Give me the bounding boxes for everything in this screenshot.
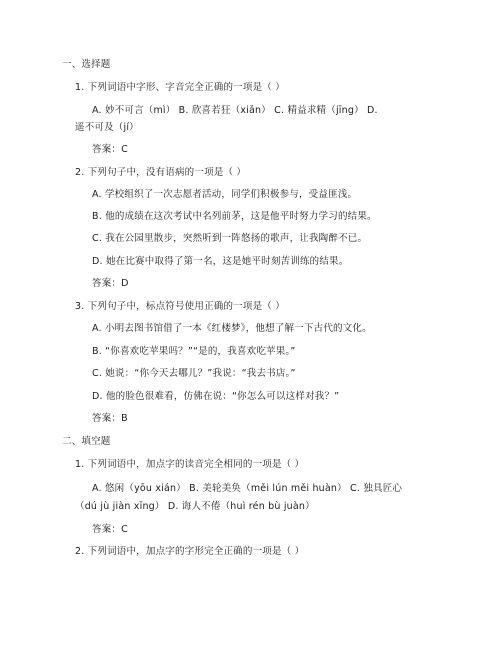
- question-2-option-d: D. 她在比赛中取得了第一名，这是她平时刻苦训练的结果。: [92, 256, 349, 267]
- question-1-options-cont: 遥不可及（jí）: [75, 122, 139, 133]
- fill-question-1-stem: 1. 下列词语中，加点字的读音完全相同的一项是（ ）: [75, 459, 305, 470]
- question-1-stem: 1. 下列词语中字形、字音完全正确的一项是（ ）: [75, 82, 285, 93]
- question-2-answer: 答案：D: [92, 278, 129, 289]
- question-1-options: A. 妙不可言（mì） B. 欣喜若狂（xiǎn） C. 精益求精（jīng） D.: [92, 105, 378, 116]
- fill-question-1-options: A. 悠闲（yōu xián） B. 美轮美奂（měi lún měi huàn） C. 独具匠心: [92, 483, 403, 494]
- question-2-option-c: C. 我在公园里散步，突然听到一阵悠扬的歌声，让我陶醉不已。: [92, 233, 368, 244]
- fill-question-2-stem: 2. 下列词语中，加点字的字形完全正确的一项是（ ）: [75, 546, 305, 557]
- section-heading-choice: 一、选择题: [62, 59, 111, 70]
- question-2-option-b: B. 他的成绩在这次考试中名列前茅，这是他平时努力学习的结果。: [92, 211, 377, 222]
- question-3-option-b: B. “你喜欢吃苹果吗？”“是的，我喜欢吃苹果。”: [92, 346, 296, 357]
- question-3-answer: 答案：B: [92, 413, 128, 424]
- question-3-option-c: C. 她说：“你今天去哪儿？”我说：“我去书店。”: [92, 368, 296, 379]
- question-1-answer: 答案：C: [92, 144, 128, 155]
- fill-question-1-answer: 答案：C: [92, 524, 128, 535]
- section-heading-fill: 二、填空题: [62, 436, 111, 447]
- question-3-option-d: D. 他的脸色很难看，仿佛在说：“你怎么可以这样对我？”: [92, 391, 340, 402]
- question-2-option-a: A. 学校组织了一次志愿者活动，同学们积极参与，受益匪浅。: [92, 189, 358, 200]
- question-2-stem: 2. 下列句子中，没有语病的一项是（ ）: [75, 167, 247, 178]
- question-3-option-a: A. 小明去图书馆借了一本《红楼梦》，他想了解一下古代的文化。: [92, 323, 372, 334]
- question-3-stem: 3. 下列句子中，标点符号使用正确的一项是（ ）: [75, 301, 285, 312]
- fill-question-1-options-cont: （dú jù jiàn xīng） D. 诲人不倦（huì rén bù juàn）: [75, 501, 315, 512]
